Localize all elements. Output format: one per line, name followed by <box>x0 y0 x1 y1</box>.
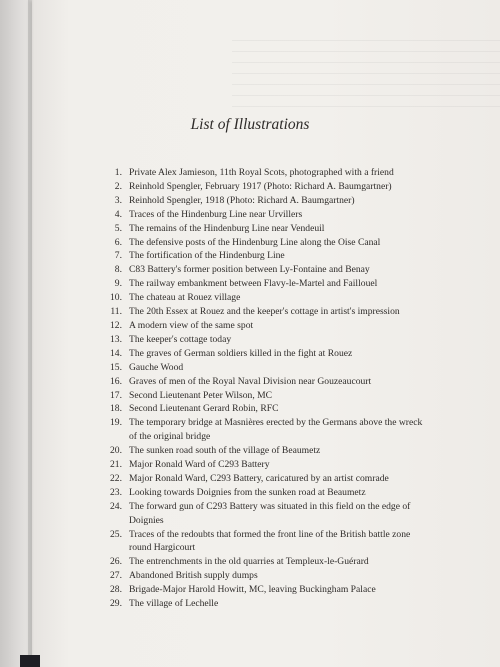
list-item <box>98 263 430 277</box>
list-item <box>98 583 430 597</box>
item-number: 7. <box>114 250 122 262</box>
item-caption: C83 Battery's former position between Ly-Fontaine and Benay <box>129 264 370 276</box>
item-caption: Gauche Wood <box>129 361 184 373</box>
list-item <box>98 555 430 569</box>
list-item <box>98 305 430 319</box>
item-number: 24. <box>110 500 122 512</box>
list-item <box>98 569 430 583</box>
list-item <box>98 389 430 403</box>
item-number: 2. <box>114 180 122 192</box>
item-caption: The graves of German soldiers killed in the fight at Rouez <box>129 347 353 359</box>
item-number: 6. <box>114 236 122 248</box>
item-caption: The railway embankment between Flavy-le-Martel and Faillouel <box>129 278 378 290</box>
list-item <box>98 444 430 458</box>
item-number: 28. <box>110 584 122 596</box>
item-number: 5. <box>114 222 122 234</box>
item-caption: The remains of the Hindenburg Line near Vendeuil <box>129 222 325 234</box>
page-title: List of Illustrations <box>190 116 310 133</box>
list-item <box>98 194 430 208</box>
item-number: 1. <box>114 167 122 178</box>
item-number: 19. <box>110 417 122 429</box>
item-number: 9. <box>114 278 122 290</box>
item-number: 14. <box>110 347 122 359</box>
item-number: 21. <box>110 459 122 471</box>
illustrations-list <box>98 166 430 611</box>
item-caption: Reinhold Spengler, 1918 (Photo: Richard A. Baumgartner) <box>129 194 355 206</box>
item-caption: The 20th Essex at Rouez and the keeper's cottage in artist's impression <box>129 306 400 318</box>
item-number: 10. <box>110 292 122 304</box>
list-item <box>98 416 430 444</box>
item-caption: The forward gun of C293 Battery was situated in this field on the edge of Doignies <box>129 500 411 526</box>
item-number: 16. <box>110 375 122 387</box>
item-caption: The sunken road south of the village of Beaumetz <box>129 445 321 457</box>
list-item <box>98 291 430 305</box>
item-number: 13. <box>110 333 122 345</box>
item-caption: Major Ronald Ward of C293 Battery <box>129 459 270 471</box>
list-item <box>98 222 430 236</box>
item-caption: The temporary bridge at Masnières erected by the Germans above the wreck of the original bridge <box>129 417 423 443</box>
list-item <box>98 500 430 528</box>
item-caption: Reinhold Spengler, February 1917 (Photo: Richard A. Baumgartner) <box>129 180 392 192</box>
item-number: 23. <box>110 486 122 498</box>
item-number: 12. <box>110 319 122 331</box>
list-item <box>98 319 430 333</box>
list-item <box>98 166 430 180</box>
list-item <box>98 472 430 486</box>
item-caption: The entrenchments in the old quarries at Templeux-le-Guérard <box>129 556 369 568</box>
list-item <box>98 249 430 263</box>
item-caption: The fortification of the Hindenburg Line <box>129 250 285 262</box>
item-number: 11. <box>110 306 122 318</box>
item-caption: The defensive posts of the Hindenburg Line along the Oise Canal <box>129 236 381 248</box>
item-caption: Major Ronald Ward, C293 Battery, caricatured by an artist comrade <box>129 472 389 484</box>
list-item <box>98 347 430 361</box>
item-caption: Traces of the redoubts that formed the front line of the British battle zone round Hargicourt <box>129 528 411 554</box>
item-caption: Traces of the Hindenburg Line near Urvillers <box>129 208 303 220</box>
list-item <box>98 402 430 416</box>
item-number: 18. <box>110 403 122 415</box>
book-binding-corner <box>20 655 40 667</box>
item-number: 4. <box>114 208 122 220</box>
item-caption: Second Lieutenant Peter Wilson, MC <box>129 389 273 401</box>
item-number: 20. <box>110 445 122 457</box>
list-item <box>98 458 430 472</box>
list-item <box>98 486 430 500</box>
page-gutter-shadow <box>28 0 34 667</box>
item-number: 8. <box>114 264 122 276</box>
item-caption: The keeper's cottage today <box>129 333 232 345</box>
list-item <box>98 333 430 347</box>
list-item <box>98 375 430 389</box>
item-number: 29. <box>110 598 122 610</box>
item-caption: The chateau at Rouez village <box>129 292 241 304</box>
list-item <box>98 528 430 556</box>
item-number: 26. <box>110 556 122 568</box>
item-caption: The village of Lechelle <box>129 598 219 610</box>
item-caption: A modern view of the same spot <box>129 319 254 331</box>
item-caption: Brigade-Major Harold Howitt, MC, leaving Buckingham Palace <box>129 584 376 596</box>
item-caption: Looking towards Doignies from the sunken road at Beaumetz <box>129 486 366 498</box>
list-item <box>98 597 430 611</box>
item-number: 25. <box>110 528 122 540</box>
item-caption: Private Alex Jamieson, 11th Royal Scots, photographed with a friend <box>129 167 394 178</box>
item-number: 15. <box>110 361 122 373</box>
show-through-text <box>232 40 500 110</box>
item-number: 27. <box>110 570 122 582</box>
list-item <box>98 208 430 222</box>
list-item <box>98 180 430 194</box>
item-caption: Second Lieutenant Gerard Robin, RFC <box>129 403 279 415</box>
list-item <box>98 361 430 375</box>
list-item <box>98 277 430 291</box>
item-number: 3. <box>114 194 122 206</box>
item-number: 17. <box>110 389 122 401</box>
item-caption: Graves of men of the Royal Naval Division near Gouzeaucourt <box>129 375 372 387</box>
item-caption: Abandoned British supply dumps <box>129 570 258 582</box>
item-number: 22. <box>110 472 122 484</box>
list-item <box>98 236 430 250</box>
